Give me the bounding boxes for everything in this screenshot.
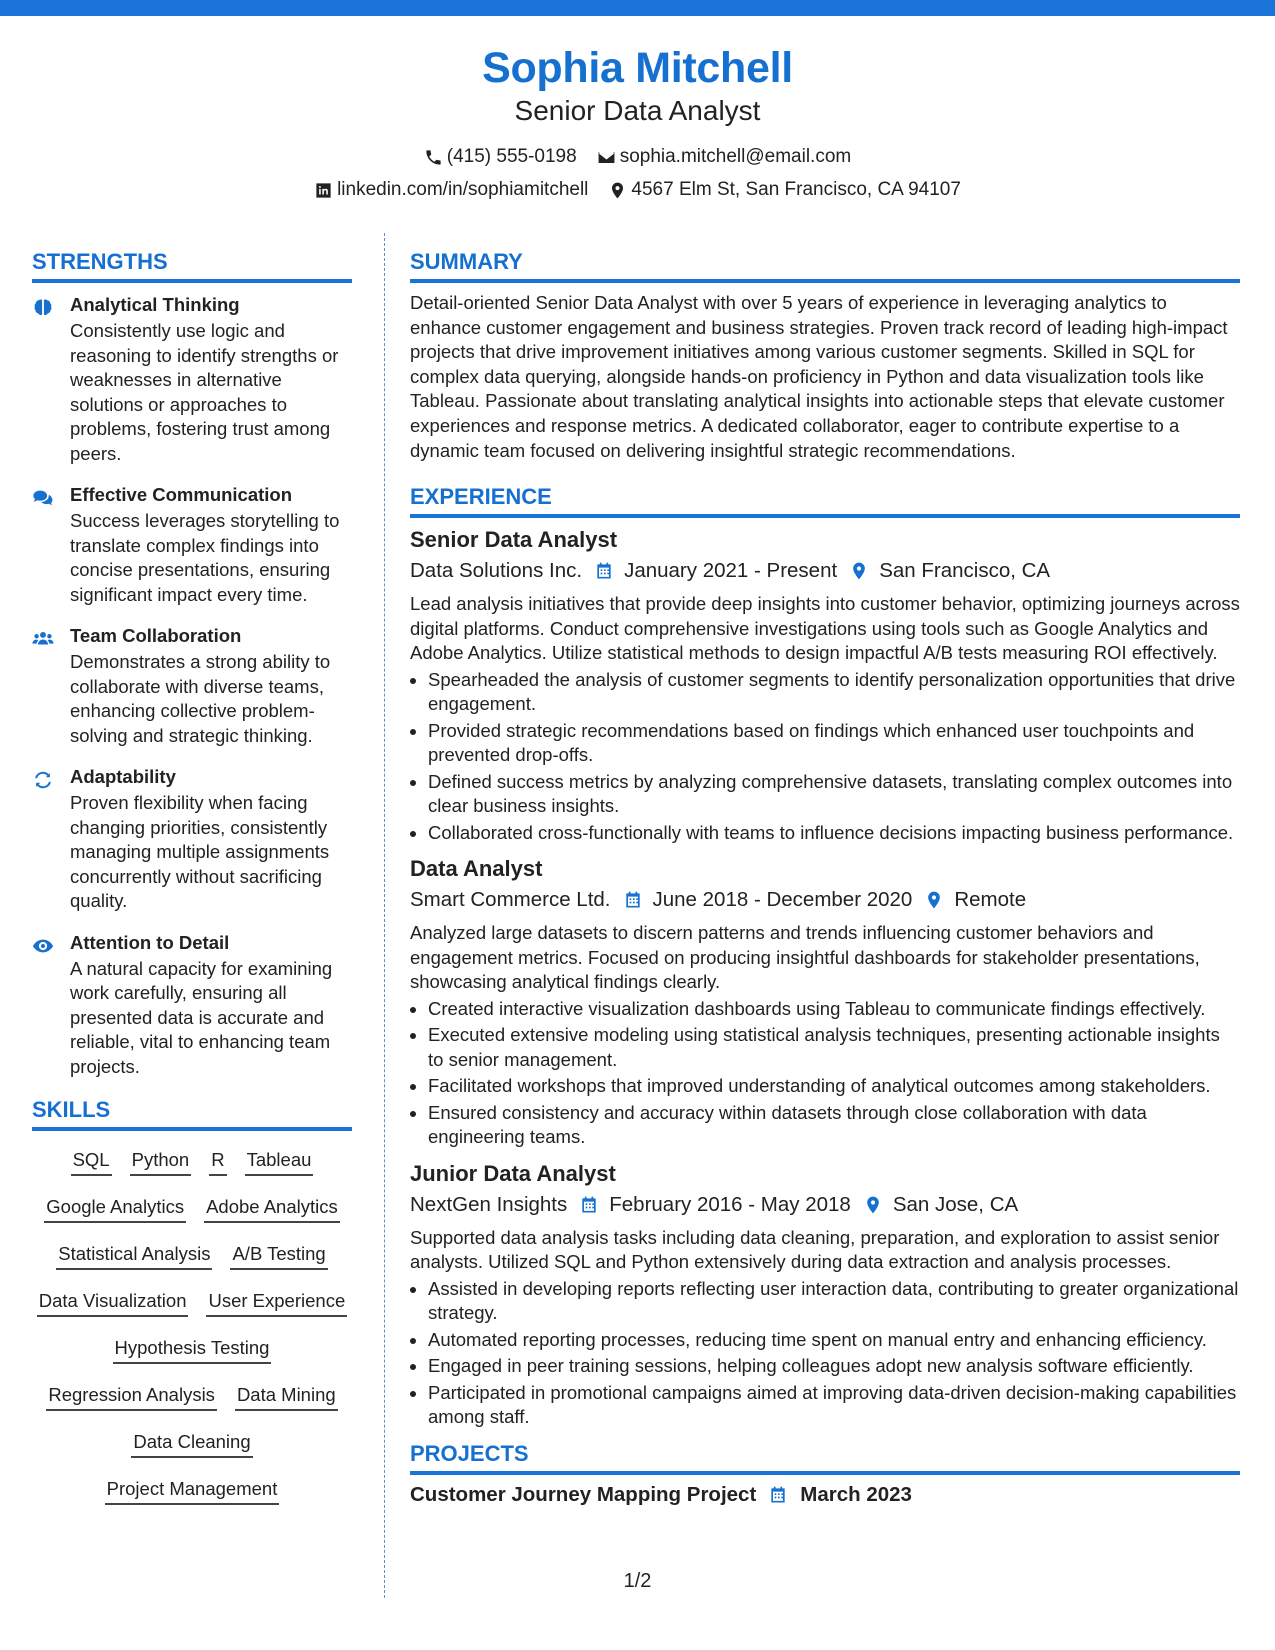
skills-heading: SKILLS: [32, 1096, 352, 1131]
map-pin-icon: [849, 561, 869, 581]
job-description: Lead analysis initiatives that provide deep insights into customer behavior, optimizing journeys across digital platforms. Conduct comprehensive investigations using tools such as Google Analytics and Adobe Analytics. Utilize statistical methods to design impactful A/B tests measuring ROI effectively.: [410, 593, 1240, 664]
summary-text: Detail-oriented Senior Data Analyst with over 5 years of experience in leveraging analytics to enhance customer engagement and business strategies. Proven track record of leading high-impact projects that drive improvement initiatives among various customer segments. Skilled in SQL for complex data querying, alongside hands-on proficiency in Python and data visualization tools like Tableau. Passionate about translating analytical insights into actionable steps that elevate customer experiences and response metrics. A dedicated collaborator, eager to contribute expertise to a dynamic team focused on delivering insightful strategic recommendations.: [410, 292, 1228, 461]
linkedin-text[interactable]: linkedin.com/in/sophiamitchell: [337, 179, 589, 200]
job-title: Data Analyst: [410, 856, 543, 882]
email-text[interactable]: sophia.mitchell@email.com: [619, 146, 852, 167]
strength-item: [32, 293, 352, 466]
candidate-title: Senior Data Analyst: [514, 95, 761, 126]
skill-tag: Data Mining: [235, 1382, 338, 1411]
skill-row: [32, 1288, 352, 1317]
strength-description: Proven flexibility when facing changing priorities, consistently managing multiple assignments concurrently without sacrificing quality.: [70, 792, 330, 911]
bullet-item: • Spearheaded the analysis of customer segments to identify personalization opportunities that drive engagement.: [428, 668, 1240, 717]
job-entry: [410, 1160, 1240, 1430]
bullet-item: • Participated in promotional campaigns aimed at improving data-driven decision-making capabilities among staff.: [428, 1381, 1240, 1430]
strength-title: Attention to Detail: [70, 931, 230, 953]
company-name: Data Solutions Inc.: [410, 559, 583, 583]
address-text: 4567 Elm St, San Francisco, CA 94107: [631, 179, 961, 200]
bullet-item: • Ensured consistency and accuracy within datasets through close collaboration with data engineering teams.: [428, 1101, 1240, 1150]
candidate-name: Sophia Mitchell: [482, 44, 793, 92]
calendar-icon: [579, 1195, 599, 1215]
right-column: [410, 248, 1240, 1509]
projects-heading: PROJECTS: [410, 1440, 1240, 1475]
email-contact[interactable]: [597, 142, 852, 172]
linkedin-contact[interactable]: [314, 175, 588, 205]
strength-description: Success leverages storytelling to translate complex findings into concise presentations, ensuring significant impact every time.: [70, 510, 340, 605]
job-location: San Jose, CA: [892, 1192, 1019, 1216]
resume-header: [0, 40, 1275, 205]
job-location: San Francisco, CA: [879, 559, 1051, 583]
contact-row-2: [0, 175, 1275, 205]
job-meta: [410, 885, 1240, 915]
company-name: NextGen Insights: [410, 1192, 568, 1216]
job-meta: [410, 556, 1240, 586]
skills-list: [32, 1141, 352, 1505]
bullet-item: • Collaborated cross-functionally with teams to influence decisions impacting business performance.: [428, 821, 1240, 846]
strength-description: Demonstrates a strong ability to collaborate with diverse teams, enhancing collective problem-solving and strategic thinking.: [70, 651, 331, 746]
skill-row: [32, 1429, 352, 1458]
strength-title: Effective Communication: [70, 484, 293, 505]
job-title: Junior Data Analyst: [410, 1160, 616, 1186]
job-bullets: [410, 997, 1240, 1150]
skill-row: [32, 1382, 352, 1411]
skill-tag: Hypothesis Testing: [113, 1335, 272, 1364]
job-dates: February 2016 - May 2018: [609, 1192, 851, 1216]
job-bullets: [410, 668, 1240, 846]
company-name: Smart Commerce Ltd.: [410, 888, 611, 912]
strength-item: [32, 624, 352, 748]
strength-description: A natural capacity for examining work carefully, ensuring all presented data is accurate and reliable, vital to enhancing team projects.: [70, 957, 333, 1077]
bullet-item: • Defined success metrics by analyzing comprehensive datasets, translating complex outcomes into clear business insights.: [428, 770, 1240, 819]
job-entry: [410, 855, 1240, 1150]
bullet-item: • Assisted in developing reports reflecting user interaction data, contributing to greater organizational strategy.: [428, 1277, 1240, 1326]
strength-item: [32, 931, 352, 1080]
skill-tag: Data Cleaning: [131, 1429, 252, 1458]
project-date: March 2023: [800, 1482, 912, 1506]
job-description: Supported data analysis tasks including data cleaning, preparation, and exploration to assist senior analysts. Utilized SQL and Python extensively during data extraction and analysis processes.: [410, 1226, 1220, 1273]
strength-title: Adaptability: [70, 766, 176, 787]
eye-icon: [32, 935, 54, 957]
experience-heading: EXPERIENCE: [410, 483, 1240, 518]
bullet-item: • Created interactive visualization dashboards using Tableau to communicate findings effectively.: [428, 997, 1240, 1022]
summary-heading: SUMMARY: [410, 248, 1240, 283]
address-contact: [608, 175, 961, 205]
strength-title: Analytical Thinking: [70, 294, 240, 315]
page-number: 1/2: [623, 1570, 652, 1592]
job-dates: January 2021 - Present: [624, 559, 838, 583]
phone-text: (415) 555-0198: [446, 146, 577, 167]
bullet-item: • Provided strategic recommendations based on findings which enhanced user touchpoints and prevented drop-offs.: [428, 719, 1240, 768]
strength-item: [32, 483, 352, 607]
strengths-heading: STRENGTHS: [32, 248, 352, 283]
skill-row: [32, 1194, 352, 1223]
strength-item: [32, 765, 352, 914]
skill-tag: Google Analytics: [44, 1194, 186, 1223]
calendar-icon: [768, 1485, 788, 1505]
job-title: Senior Data Analyst: [410, 527, 618, 553]
map-pin-icon: [863, 1195, 883, 1215]
phone-icon: [424, 148, 443, 167]
left-column: [32, 248, 352, 1523]
bullet-item: • Engaged in peer training sessions, helping colleagues adopt new analysis software efficiently.: [428, 1354, 1240, 1379]
job-bullets: [410, 1277, 1240, 1430]
top-accent-bar: [0, 0, 1275, 16]
map-pin-icon: [924, 890, 944, 910]
skill-tag: SQL: [71, 1147, 112, 1176]
skill-tag: Python: [130, 1147, 192, 1176]
sync-icon: [32, 769, 54, 791]
skill-tag: Tableau: [245, 1147, 314, 1176]
skill-tag: Project Management: [105, 1476, 280, 1505]
map-pin-icon: [608, 181, 627, 200]
job-dates: June 2018 - December 2020: [652, 888, 913, 912]
skill-row: [32, 1147, 352, 1176]
skill-tag: Regression Analysis: [46, 1382, 217, 1411]
project-entry: [410, 1481, 1240, 1509]
skill-row: [32, 1476, 352, 1505]
skill-tag: A/B Testing: [230, 1241, 327, 1270]
bullet-item: • Executed extensive modeling using statistical analysis techniques, presenting actionable insights to senior management.: [428, 1023, 1240, 1072]
linkedin-icon: [314, 181, 333, 200]
job-entry: [410, 526, 1240, 845]
bullet-item: • Facilitated workshops that improved understanding of analytical outcomes among stakeholders.: [428, 1074, 1240, 1099]
brain-icon: [32, 297, 54, 319]
skill-tag: Statistical Analysis: [56, 1241, 212, 1270]
phone-contact: [424, 142, 577, 172]
contact-row-1: [0, 142, 1275, 172]
bullet-item: • Automated reporting processes, reducing time spent on manual entry and enhancing efficiency.: [428, 1328, 1240, 1353]
skill-row: [32, 1241, 352, 1270]
job-location: Remote: [954, 888, 1027, 912]
job-meta: [410, 1190, 1240, 1220]
skill-tag: User Experience: [206, 1288, 347, 1317]
comments-icon: [32, 487, 54, 509]
users-icon: [32, 628, 54, 650]
job-description: Analyzed large datasets to discern patterns and trends influencing customer behaviors and engagement metrics. Focused on producing insightful dashboards for stakeholder presentations, showcasing analytical findings clearly.: [410, 922, 1200, 993]
strength-title: Team Collaboration: [70, 625, 242, 646]
envelope-icon: [597, 148, 616, 167]
strength-description: Consistently use logic and reasoning to identify strengths or weaknesses in alternative solutions or approaches to problems, fostering trust among peers.: [70, 320, 339, 464]
skill-row: [32, 1335, 352, 1364]
skill-tag: R: [209, 1147, 226, 1176]
skill-tag: Adobe Analytics: [204, 1194, 340, 1223]
skill-tag: Data Visualization: [37, 1288, 189, 1317]
calendar-icon: [594, 561, 614, 581]
project-title: Customer Journey Mapping Project: [410, 1482, 757, 1506]
column-divider: [384, 233, 385, 1598]
calendar-icon: [623, 890, 643, 910]
